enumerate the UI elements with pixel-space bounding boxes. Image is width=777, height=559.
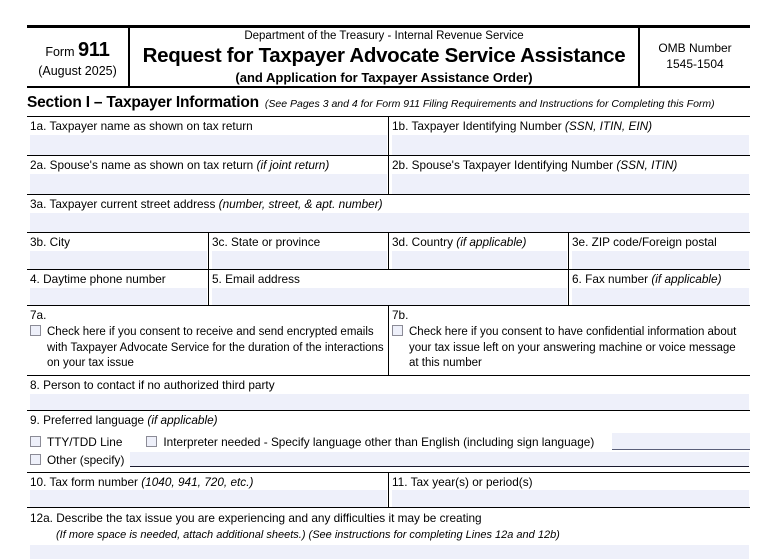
field-1b-label-italic: (SSN, ITIN, EIN)	[564, 119, 653, 133]
field-3a-label	[30, 197, 750, 213]
form-revision-date: (August 2025)	[38, 63, 117, 78]
field-11	[388, 473, 750, 507]
taxpayer-tin-input[interactable]	[392, 135, 749, 155]
consent-email-label: Check here if you consent to receive and send encrypted emails with Taxpayer Advocate Service for the duration of the interactions on your tax issue	[47, 326, 384, 369]
interpreter-checkbox[interactable]	[146, 436, 157, 447]
field-6-label-main: 6. Fax number	[572, 272, 652, 286]
form-911-page	[27, 25, 750, 559]
field-3d-label-italic: (if applicable)	[456, 235, 527, 249]
field-7b	[388, 306, 750, 375]
section-title: Section I – Taxpayer Information	[27, 94, 259, 111]
field-1a-label: 1a. Taxpayer name as shown on tax return	[30, 119, 253, 133]
field-7a-body	[30, 325, 384, 371]
field-3a-label-italic: (number, street, & apt. number)	[218, 197, 383, 211]
field-1b-label-main: 1b. Taxpayer Identifying Number	[392, 119, 565, 133]
tty-tdd-checkbox[interactable]	[30, 436, 41, 447]
other-language-label	[47, 453, 124, 467]
city-input[interactable]	[30, 251, 207, 269]
row-spouse-name	[27, 155, 750, 194]
field-3a-label-main: 3a. Taxpayer current street address	[30, 197, 219, 211]
field-7b-body	[392, 325, 746, 371]
spouse-tin-input[interactable]	[392, 174, 749, 194]
field-1a	[27, 117, 388, 155]
row-city-state-country-zip	[27, 232, 750, 269]
row-tax-form-year	[27, 472, 750, 507]
row-contact-person	[27, 375, 750, 410]
country-input[interactable]	[392, 251, 567, 269]
field-3b-label: 3b. City	[30, 235, 70, 249]
field-4	[27, 270, 208, 305]
row-tax-issue	[27, 507, 750, 559]
field-3d	[388, 233, 568, 269]
field-3e-label: 3e. ZIP code/Foreign postal	[572, 235, 717, 249]
field-10-label-main: 10. Tax form number	[30, 474, 142, 489]
interpreter-language-input[interactable]	[612, 433, 750, 450]
field-3c-label: 3c. State or province	[212, 235, 321, 249]
field-6-label	[572, 272, 750, 288]
state-province-input[interactable]	[212, 251, 387, 269]
other-label-italic: (specify)	[79, 452, 125, 467]
row-street-address	[27, 194, 750, 232]
field-3c	[208, 233, 388, 269]
field-3e	[568, 233, 750, 269]
field-4-label: 4. Daytime phone number	[30, 272, 166, 286]
row-taxpayer-name	[27, 116, 750, 155]
form-title-block	[130, 28, 640, 86]
omb-block	[640, 28, 750, 86]
form-header	[27, 25, 750, 88]
field-9-label	[30, 413, 750, 429]
field-10-label	[30, 475, 388, 491]
form-number-block	[27, 28, 130, 86]
field-2a-label-italic: (if joint return)	[256, 158, 330, 172]
tax-issue-textarea[interactable]	[30, 545, 749, 559]
field-3d-label-main: 3d. Country	[392, 235, 457, 249]
field-3b	[27, 233, 208, 269]
language-other-line	[30, 451, 750, 469]
other-language-input[interactable]	[130, 452, 749, 467]
field-2b	[388, 156, 750, 194]
field-1b-label	[392, 119, 750, 135]
field-5-label: 5. Email address	[212, 272, 300, 286]
field-10-label-italic: (1040, 941, 720, etc.)	[141, 474, 254, 489]
row-phone-email-fax	[27, 269, 750, 305]
field-3d-label	[392, 235, 568, 251]
section-note: (See Pages 3 and 4 for Form 911 Filing Requirements and Instructions for Completing this Form)	[264, 98, 715, 110]
field-2a	[27, 156, 388, 194]
field-12a-sublabel: (If more space is needed, attach additional sheets.) (See instructions for completing Lines 12a and 12b)	[56, 528, 560, 541]
agency-label: Department of the Treasury - Internal Revenue Service	[244, 30, 524, 43]
field-9-label-italic: (if applicable)	[147, 412, 218, 427]
field-12a-label: 12a. Describe the tax issue you are experiencing and any difficulties it may be creating	[30, 510, 482, 525]
other-language-checkbox[interactable]	[30, 454, 41, 465]
field-2b-label-main: 2b. Spouse's Taxpayer Identifying Number	[392, 158, 617, 172]
form-number-value: 911	[77, 38, 110, 61]
street-address-input[interactable]	[30, 213, 749, 232]
field-8	[27, 376, 750, 410]
taxpayer-name-input[interactable]	[30, 135, 387, 155]
interpreter-label	[163, 435, 594, 449]
field-11-label: 11. Tax year(s) or period(s)	[392, 474, 533, 489]
field-7b-number: 7b.	[392, 308, 409, 322]
spouse-name-input[interactable]	[30, 174, 387, 194]
field-6-label-italic: (if applicable)	[651, 272, 722, 286]
consent-voicemail-label: Check here if you consent to have confidential information about your tax issue left on your answering machine or voice message at this number	[409, 326, 737, 369]
omb-label: OMB Number	[658, 41, 732, 56]
tax-year-period-input[interactable]	[392, 490, 749, 506]
form-title: Request for Taxpayer Advocate Service Assistance	[142, 43, 626, 67]
consent-email-checkbox[interactable]	[30, 325, 41, 336]
field-2a-label	[30, 158, 388, 174]
contact-person-input[interactable]	[30, 394, 749, 410]
field-5	[208, 270, 568, 305]
email-address-input[interactable]	[212, 288, 567, 305]
field-6	[568, 270, 750, 305]
tty-tdd-label: TTY/TDD Line	[47, 434, 123, 449]
interpreter-label-main: Interpreter needed - Specify language other than English	[163, 434, 464, 449]
row-consent	[27, 305, 750, 375]
field-10	[27, 473, 388, 507]
other-label-main: Other	[47, 452, 80, 467]
zip-code-input[interactable]	[572, 251, 749, 269]
field-3a	[27, 195, 750, 232]
consent-voicemail-checkbox[interactable]	[392, 325, 403, 336]
field-2b-label-italic: (SSN, ITIN)	[616, 158, 678, 172]
field-9-label-main: 9. Preferred language	[30, 412, 148, 427]
field-2b-label	[392, 158, 750, 174]
form-subtitle: (and Application for Taxpayer Assistance Order)	[235, 69, 533, 85]
interpreter-label-italic: (including sign language)	[463, 434, 595, 449]
field-8-label: 8. Person to contact if no authorized third party	[30, 377, 275, 392]
daytime-phone-input[interactable]	[30, 288, 207, 305]
section-heading	[27, 88, 750, 116]
fax-number-input[interactable]	[572, 288, 749, 305]
row-preferred-language	[27, 410, 750, 469]
tax-form-number-input[interactable]	[30, 490, 387, 506]
field-2a-label-main: 2a. Spouse's name as shown on tax return	[30, 158, 257, 172]
omb-number: 1545-1504	[666, 57, 724, 71]
field-1b	[388, 117, 750, 155]
field-7a-number: 7a.	[30, 308, 47, 322]
field-7a	[27, 306, 388, 375]
form-prefix-label: Form	[45, 44, 75, 59]
form-number-line	[45, 39, 109, 61]
